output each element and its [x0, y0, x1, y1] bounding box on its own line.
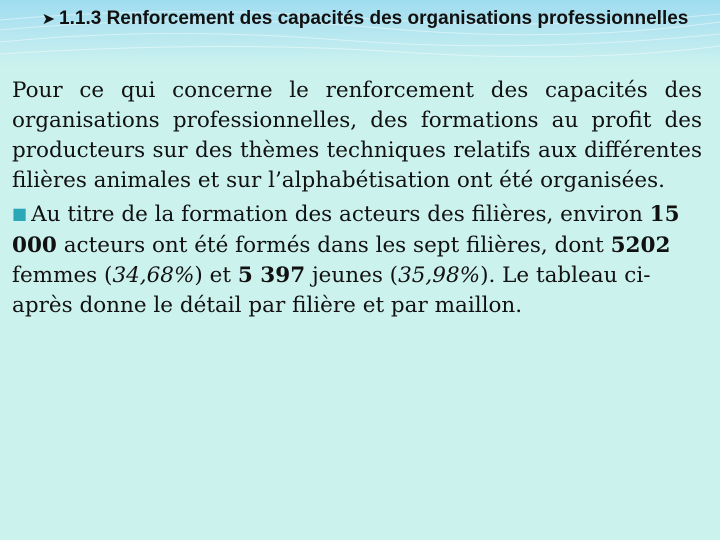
text-segment: Au titre de la formation des acteurs des filières, environ [31, 202, 650, 227]
content [12, 76, 702, 321]
slide-title [40, 6, 690, 32]
text-segment: ). Le tableau ci-après donne le détail par filière et par maillon. [12, 263, 651, 318]
square-bullet-icon: ■ [12, 204, 28, 223]
youth-count: 5 397 [237, 263, 306, 288]
text-segment: acteurs ont été formés dans les sept filières, dont [56, 233, 611, 258]
actors-count: 15 000 [12, 202, 680, 258]
women-percent: 34,68% [112, 263, 195, 288]
text-segment: jeunes ( [305, 263, 399, 288]
arrow-bullet-icon: ➤ [41, 11, 56, 28]
text-segment: femmes ( [12, 263, 113, 288]
header-band [0, 0, 720, 68]
text-segment: ) et [194, 263, 238, 288]
women-count: 5202 [610, 233, 671, 258]
youth-percent: 35,98% [398, 263, 481, 288]
title-text: 1.1.3 Renforcement des capacités des organisations professionnelles [59, 8, 689, 29]
paragraph-bullet [12, 200, 702, 321]
paragraph-intro: Pour ce qui concerne le renforcement des capacités des organisations professionnelles, des formations au profit des producteurs sur des thèmes techniques relatifs aux différentes filières animales et sur l’alphabétisation ont été organisées. [12, 78, 702, 193]
